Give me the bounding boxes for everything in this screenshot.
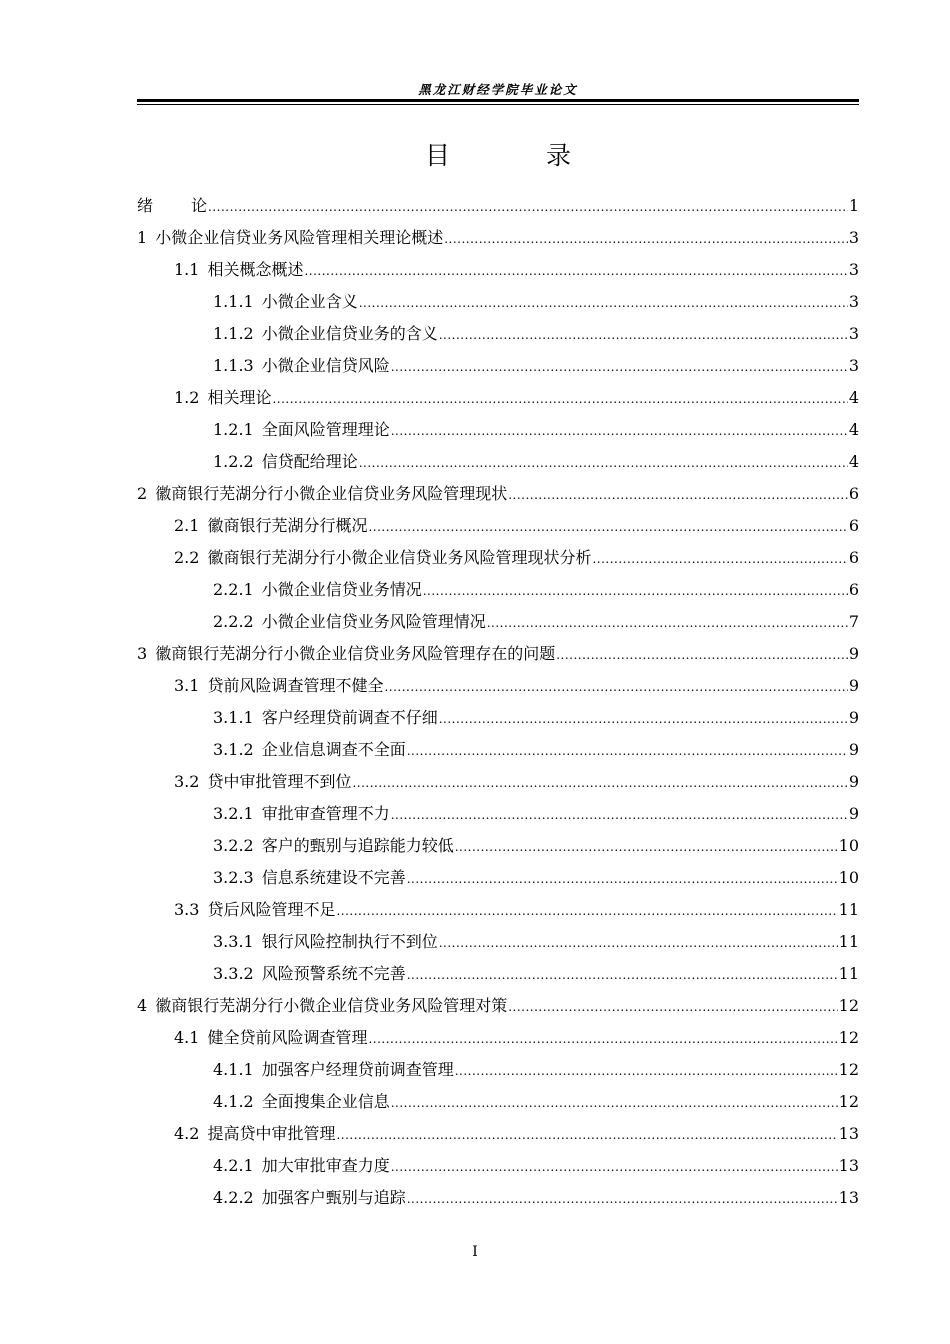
toc-entry-number: 1: [137, 228, 148, 247]
toc-entry-page: 9: [848, 676, 859, 695]
toc-entry[interactable]: [137, 961, 859, 993]
toc-entry-title: 审批审查管理不力: [261, 804, 390, 823]
toc-entry[interactable]: [137, 865, 859, 897]
toc-entry-page: 12: [838, 1092, 859, 1111]
toc-entry-number: 3.1: [174, 676, 200, 695]
dot-leader: [352, 770, 847, 796]
dot-leader: [359, 290, 848, 316]
toc-entry-page: 9: [848, 772, 859, 791]
toc-entry-number: 3.2.2: [213, 836, 254, 855]
toc-entry-number: 1.1.3: [213, 356, 254, 375]
toc-entry-page: 13: [838, 1188, 859, 1207]
toc-entry[interactable]: [137, 449, 859, 481]
toc-entry-number: 4.1.2: [213, 1092, 254, 1111]
toc-entry[interactable]: [137, 481, 859, 513]
toc-entry-page: 12: [838, 996, 859, 1015]
dot-leader: [407, 962, 838, 988]
toc-entry[interactable]: [137, 289, 859, 321]
toc-entry[interactable]: [137, 513, 859, 545]
toc-entry-title: 徽商银行芜湖分行小微企业信贷业务风险管理现状: [155, 484, 508, 503]
toc-entry-number: 4.1: [174, 1028, 200, 1047]
toc-entry-page: 3: [848, 324, 859, 343]
dot-leader: [439, 322, 848, 348]
toc-entry-title: 徽商银行芜湖分行概况: [207, 516, 368, 535]
toc-entry-page: 3: [848, 356, 859, 375]
toc-entry-page: 13: [838, 1156, 859, 1175]
toc-entry-title: 银行风险控制执行不到位: [261, 932, 438, 951]
toc-entry-title: 贷中审批管理不到位: [207, 772, 352, 791]
dot-leader: [592, 546, 847, 572]
toc-entry-page: 6: [848, 580, 859, 599]
dot-leader: [508, 994, 837, 1020]
toc-entry-number: 2.2: [174, 548, 200, 567]
toc-entry-title: 小微企业含义: [261, 292, 358, 311]
toc-entry-number: 3.1.2: [213, 740, 254, 759]
toc-entry[interactable]: [137, 1153, 859, 1185]
toc-entry-page: 11: [838, 932, 859, 951]
toc-list: [137, 225, 859, 1217]
toc-entry-number: 2.2.2: [213, 612, 254, 631]
toc-entry-page: 11: [838, 964, 859, 983]
toc-entry[interactable]: [137, 257, 859, 289]
dot-leader: [439, 706, 848, 732]
toc-entry-title: 提高贷中审批管理: [207, 1124, 336, 1143]
toc-entry-title: 小微企业信贷业务风险管理相关理论概述: [155, 228, 444, 247]
toc-entry[interactable]: [137, 673, 859, 705]
toc-entry-title: 小微企业信贷风险: [261, 356, 390, 375]
dot-leader: [556, 642, 848, 668]
toc-entry[interactable]: [137, 705, 859, 737]
toc-entry-number: 1.2.1: [213, 420, 254, 439]
toc-entry-title: 加大审批审查力度: [261, 1156, 390, 1175]
dot-leader: [272, 386, 847, 412]
toc-entry-title: 健全贷前风险调查管理: [207, 1028, 368, 1047]
dot-leader: [423, 578, 848, 604]
toc-entry-number: 4.2: [174, 1124, 200, 1143]
dot-leader: [336, 1122, 837, 1148]
dot-leader: [487, 610, 848, 636]
toc-entry-page: 4: [848, 388, 859, 407]
toc-entry[interactable]: [137, 225, 859, 257]
dot-leader: [455, 1058, 838, 1084]
toc-entry-title: 徽商银行芜湖分行小微企业信贷业务风险管理对策: [155, 996, 508, 1015]
toc-entry[interactable]: [137, 385, 859, 417]
toc-entry-number: 1.1.1: [213, 292, 254, 311]
toc-entry[interactable]: [137, 417, 859, 449]
toc-entry-number: 2: [137, 484, 148, 503]
toc-entry-page: 3: [848, 260, 859, 279]
toc-entry-title: 全面搜集企业信息: [261, 1092, 390, 1111]
toc-entry-page: 12: [838, 1028, 859, 1047]
toc-entry-title: 加强客户经理贷前调查管理: [261, 1060, 454, 1079]
toc-entry-title: 信息系统建设不完善: [261, 868, 406, 887]
toc-entry-page: 1: [848, 196, 859, 215]
toc-entry-intro-char1: 绪: [137, 196, 192, 215]
toc-entry-title: 信贷配给理论: [261, 452, 358, 471]
toc-entry-page: 13: [838, 1124, 859, 1143]
toc-entry-title: 相关概念概述: [207, 260, 304, 279]
dot-leader: [391, 418, 848, 444]
toc-entry-number: 3.3: [174, 900, 200, 919]
toc-entry-page: 9: [848, 740, 859, 759]
dot-leader: [304, 258, 847, 284]
dot-leader: [439, 930, 838, 956]
dot-leader: [384, 674, 847, 700]
toc-entry-number: 3: [137, 644, 148, 663]
toc-entry-title: 贷后风险管理不足: [207, 900, 336, 919]
toc-entry-page: 10: [838, 868, 859, 887]
toc-entry-number: 1.1.2: [213, 324, 254, 343]
toc-entry-page: 7: [848, 612, 859, 631]
toc-entry-intro-char2: 论: [191, 196, 208, 215]
toc-entry-number: 4: [137, 996, 148, 1015]
toc-entry-title: 客户经理贷前调查不仔细: [261, 708, 438, 727]
toc-entry-page: 9: [848, 804, 859, 823]
page-number: I: [472, 1244, 478, 1260]
toc-entry-page: 9: [848, 708, 859, 727]
toc-entry-title: 徽商银行芜湖分行小微企业信贷业务风险管理存在的问题: [155, 644, 556, 663]
header-rule-thin: [137, 104, 859, 105]
toc-entry[interactable]: [137, 1025, 859, 1057]
toc-entry[interactable]: [137, 1185, 859, 1217]
toc-entry-title: 相关理论: [207, 388, 272, 407]
toc-entry-number: 4.2.2: [213, 1188, 254, 1207]
dot-leader: [407, 866, 838, 892]
dot-leader: [208, 194, 848, 220]
toc-entry-number: 1.2.2: [213, 452, 254, 471]
toc-entry-number: 3.3.2: [213, 964, 254, 983]
toc-entry[interactable]: [137, 321, 859, 353]
dot-leader: [391, 354, 848, 380]
toc-entry[interactable]: [137, 1121, 859, 1153]
toc-entry-number: 3.2.3: [213, 868, 254, 887]
dot-leader: [444, 226, 848, 252]
toc-entry-title: 客户的甄别与追踪能力较低: [261, 836, 454, 855]
toc-entry[interactable]: [137, 353, 859, 385]
toc-entry-title: 小微企业信贷业务情况: [261, 580, 422, 599]
toc-entry[interactable]: [137, 609, 859, 641]
toc-entry-number: 1.2: [174, 388, 200, 407]
toc-entry-number: 4.2.1: [213, 1156, 254, 1175]
toc-entry-number: 3.3.1: [213, 932, 254, 951]
toc-entry-page: 10: [838, 836, 859, 855]
toc-entry[interactable]: [137, 737, 859, 769]
toc-entry-page: 3: [848, 228, 859, 247]
dot-leader: [508, 482, 848, 508]
running-header: 黑龙江财经学院毕业论文: [418, 82, 578, 97]
dot-leader: [368, 1026, 837, 1052]
dot-leader: [359, 450, 848, 476]
dot-leader: [455, 834, 838, 860]
toc-entry-title: 加强客户甄别与追踪: [261, 1188, 406, 1207]
toc-entry[interactable]: [137, 545, 859, 577]
dot-leader: [407, 738, 848, 764]
toc-entry-number: 4.1.1: [213, 1060, 254, 1079]
toc-entry-intro[interactable]: [137, 193, 859, 225]
toc-entry-page: 6: [848, 548, 859, 567]
toc-entry-page: 9: [848, 644, 859, 663]
toc-entry[interactable]: [137, 769, 859, 801]
toc-entry[interactable]: [137, 897, 859, 929]
toc-entry[interactable]: [137, 833, 859, 865]
header-rule-thick: [137, 99, 859, 102]
toc-entry-title: 全面风险管理理论: [261, 420, 390, 439]
toc-entry-number: 3.2: [174, 772, 200, 791]
toc-entry-title: 风险预警系统不完善: [261, 964, 406, 983]
toc-entry-title: 贷前风险调查管理不健全: [207, 676, 384, 695]
toc-title: 目 录: [425, 141, 615, 170]
dot-leader: [391, 802, 848, 828]
toc-entry-title: 企业信息调查不全面: [261, 740, 406, 759]
toc-entry[interactable]: [137, 929, 859, 961]
table-of-contents: [137, 193, 859, 1217]
toc-entry-page: 6: [848, 484, 859, 503]
toc-entry-page: 12: [838, 1060, 859, 1079]
toc-entry[interactable]: [137, 1057, 859, 1089]
toc-entry-page: 3: [848, 292, 859, 311]
toc-entry-number: 2.1: [174, 516, 200, 535]
toc-entry[interactable]: [137, 801, 859, 833]
toc-entry[interactable]: [137, 1089, 859, 1121]
toc-entry-title: 小微企业信贷业务风险管理情况: [261, 612, 486, 631]
dot-leader: [391, 1090, 838, 1116]
toc-entry-title: 徽商银行芜湖分行小微企业信贷业务风险管理现状分析: [207, 548, 592, 567]
toc-entry[interactable]: [137, 993, 859, 1025]
toc-entry-number: 2.2.1: [213, 580, 254, 599]
dot-leader: [407, 1186, 838, 1212]
dot-leader: [391, 1154, 838, 1180]
toc-entry-page: 4: [848, 420, 859, 439]
toc-entry-page: 4: [848, 452, 859, 471]
toc-entry-page: 11: [838, 900, 859, 919]
toc-entry-page: 6: [848, 516, 859, 535]
toc-entry-number: 1.1: [174, 260, 200, 279]
toc-entry-title: 小微企业信贷业务的含义: [261, 324, 438, 343]
toc-entry-number: 3.2.1: [213, 804, 254, 823]
toc-entry-number: 3.1.1: [213, 708, 254, 727]
dot-leader: [368, 514, 847, 540]
dot-leader: [336, 898, 837, 924]
toc-entry[interactable]: [137, 641, 859, 673]
toc-entry[interactable]: [137, 577, 859, 609]
